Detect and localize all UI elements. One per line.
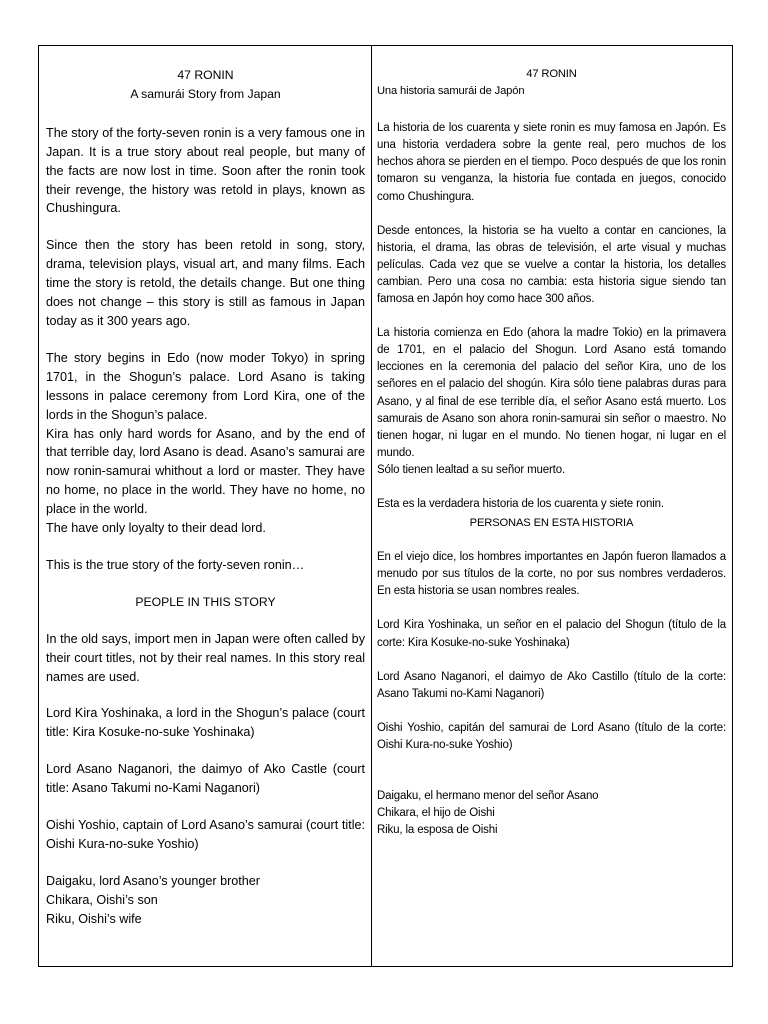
- english-person-asano: Lord Asano Naganori, the daimyo of Ako Castle (court title: Asano Takumi no-Kami Naganori): [46, 762, 365, 796]
- english-people-heading: PEOPLE IN THIS STORY: [135, 594, 276, 609]
- spanish-people-heading: PERSONAS EN ESTA HISTORIA: [469, 517, 634, 530]
- english-person-daigaku: Daigaku, lord Asano’s younger brother: [46, 873, 260, 888]
- spanish-intro-paragraph-4: Sólo tienen lealtad a su señor muerto.: [377, 463, 566, 476]
- spanish-title: 47 RONIN: [526, 68, 577, 80]
- english-person-riku: Riku, Oishi’s wife: [46, 911, 142, 926]
- english-intro-paragraph-4: Kira has only hard words for Asano, and by the end of that terrible day, lord Asano is dead. Asano’s samurai are now ronin-samurai whithout a lord or master. They have no home, no place in the world. They have no home, no place in the world.: [46, 426, 365, 517]
- english-person-chikara: Chikara, Oishi’s son: [46, 892, 158, 907]
- english-column: [39, 46, 372, 966]
- spanish-subtitle: Una historia samurái de Japón: [377, 85, 525, 98]
- english-title: 47 RONIN: [177, 68, 234, 82]
- spanish-intro-paragraph-3: La historia comienza en Edo (ahora la madre Tokio) en la primavera de 1701, en el palacio del Shogun. Lord Asano está tomando lecciones en la ceremonia del palacio del señor Kira, uno de los señores en el palacio del shogún. Kira sólo tiene palabras duras para Asano, y al final de ese terrible día, el señor Asano está muerto. Los samurais de Asano son ahora ronin-samurai sin señor o maestro. No tienen hogar, ni lugar en el mundo. No tienen hogar, ni lugar en el mundo.: [377, 327, 726, 459]
- spanish-person-kira: Lord Kira Yoshinaka, un señor en el palacio del Shogun (título de la corte: Kira Kosuke-no-suke Yoshinaka): [377, 619, 726, 649]
- bilingual-table: [38, 45, 733, 967]
- spanish-person-daigaku: Daigaku, el hermano menor del señor Asano: [377, 790, 599, 802]
- spanish-person-riku: Riku, la esposa de Oishi: [377, 824, 498, 837]
- english-person-oishi: Oishi Yoshio, captain of Lord Asano’s samurai (court title: Oishi Kura-no-suke Yoshio): [46, 818, 365, 851]
- spanish-person-asano: Lord Asano Naganori, el daimyo de Ako Castillo (título de la corte: Asano Takumi no-Kami Naganori): [377, 670, 726, 700]
- english-intro-paragraph-1: The story of the forty-seven ronin is a very famous one in Japan. It is a true story about real people, but many of the facts are now lost in time. Soon after the ronin took their revenge, the history was retold in plays, known as Chushingura.: [46, 125, 365, 216]
- english-intro-paragraph-3: The story begins in Edo (now moder Tokyo) in spring 1701, in the Shogun’s palace. Lord Asano is taking lessons in palace ceremony from Lord Kira, one of the lords in the Shogun’s palace.: [46, 350, 365, 422]
- english-person-kira: Lord Kira Yoshinaka, a lord in the Shogun’s palace (court title: Kira Kosuke-no-suke Yoshinaka): [46, 706, 365, 740]
- english-intro-paragraph-5: The have only loyalty to their dead lord.: [46, 521, 266, 536]
- spanish-intro-paragraph-2: Desde entonces, la historia se ha vuelto a contar en canciones, la historia, el drama, las obras de televisión, el arte visual y muchas películas. Cada vez que se vuelve a contar la historia, los detalles cambian. Pero una cosa no cambia: esta historia sigue siendo tan famosa en Japón hoy como hace 300 años.: [377, 224, 726, 306]
- spanish-person-chikara: Chikara, el hijo de Oishi: [377, 807, 495, 820]
- english-subtitle: A samurái Story from Japan: [130, 86, 281, 101]
- english-people-intro: In the old says, import men in Japan were often called by their court titles, not by their real names. In this story real names are used.: [46, 631, 365, 684]
- spanish-person-oishi: Oishi Yoshio, capitán del samurai de Lord Asano (título de la corte: Oishi Kura-no-suke Yoshio): [377, 721, 726, 751]
- english-intro-paragraph-2: Since then the story has been retold in song, story, drama, television plays, visual art, and many films. Each time the story is retold, the details change. But one thing does not change – this story is still as famous in Japan today as it 300 years ago.: [46, 238, 365, 328]
- spanish-column: [372, 46, 732, 966]
- english-intro-paragraph-6: This is the true story of the forty-seven ronin…: [46, 557, 305, 572]
- spanish-people-intro: En el viejo dice, los hombres importantes en Japón fueron llamados a menudo por sus títulos de la corte, no por sus nombres verdaderos. En esta historia se usan nombres reales.: [377, 551, 726, 598]
- spanish-intro-paragraph-5: Esta es la verdadera historia de los cuarenta y siete ronin.: [377, 497, 664, 510]
- spanish-intro-paragraph-1: La historia de los cuarenta y siete ronin es muy famosa en Japón. Es una historia verdadera sobre la gente real, pero muchos de los hechos ahora se pierden en el tiempo. Poco después de que los ronin tomaron su venganza, la historia fue contada en juegos, conocido como Chushingura.: [377, 122, 726, 203]
